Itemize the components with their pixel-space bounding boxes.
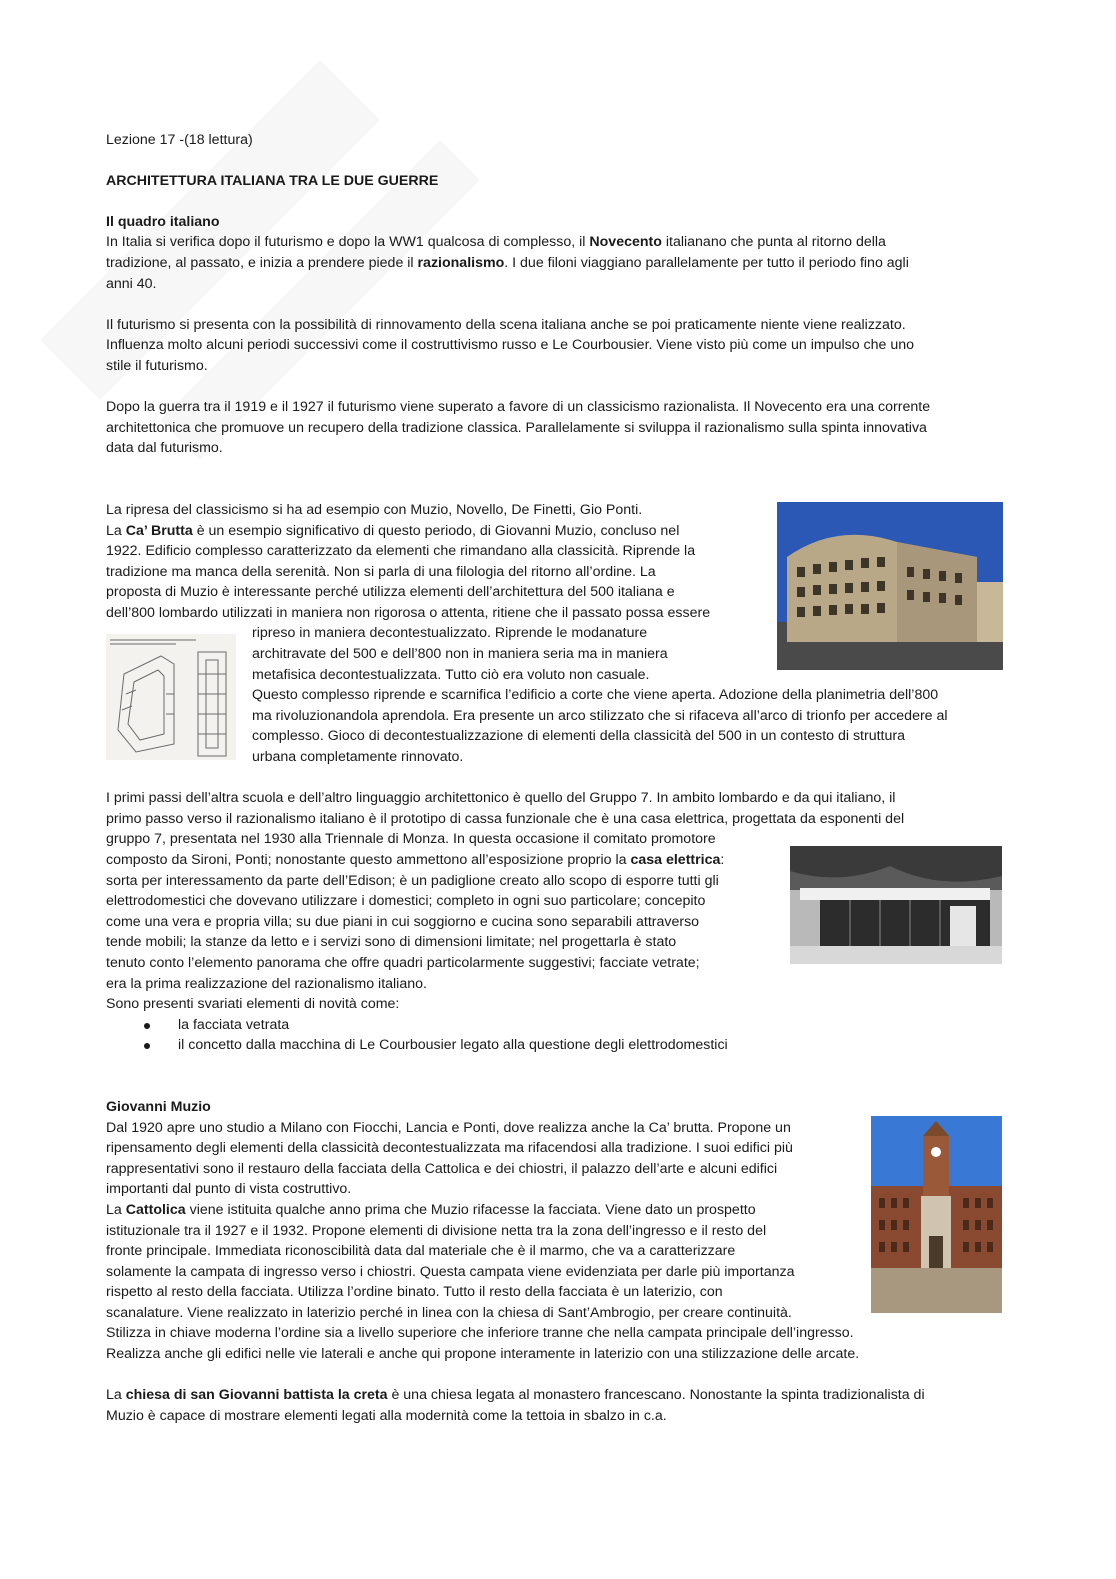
paragraph-line: Il futurismo si presenta con la possibilità di rinnovamento della scena italiana anche se poi praticamente niente viene realizzato. [106,316,906,333]
paragraph-line: gruppo 7, presentata nel 1930 alla Triennale di Monza. In questa occasione il comitato promotore [106,831,716,848]
lesson-header: Lezione 17 -(18 lettura) [106,132,253,148]
paragraph-line: In Italia si verifica dopo il futurismo e dopo la WW1 qualcosa di complesso, il Novecento italianano che punta al ritorno della [106,234,886,251]
paragraph-line: Questo complesso riprende e scarnifica l’edificio a corte che viene aperta. Adozione della planimetria dell’800 [252,687,939,704]
paragraph-line: importanti dal punto di vista costruttivo. [106,1181,352,1198]
floor-plan-drawing [106,634,236,760]
bullet-list [106,1015,1006,1056]
paragraph-line: anni 40. [106,275,157,292]
paragraph-line: I primi passi dell’altra scuola e dell’altro linguaggio architettonico è quello del Gruppo 7. In ambito lombardo e da qui italiano, il [106,790,896,807]
paragraph-line: La Ca’ Brutta è un esempio significativo di questo periodo, di Giovanni Muzio, concluso nel [106,522,680,539]
paragraph-line: tenuto conto l’elemento panorama che offre quadri particolarmente suggestivi; facciate vetrate; [106,954,700,971]
paragraph-line: era la prima realizzazione del razionalismo italiano. [106,975,427,992]
paragraph-line: rispetto al resto della facciata. Utilizza l’ordine binato. Tutto il resto della facciata è un laterizio, con [106,1284,723,1301]
document-title: ARCHITETTURA ITALIANA TRA LE DUE GUERRE [106,172,439,189]
paragraph-line: fronte principale. Immediata riconoscibilità data dal materiale che è il marmo, che va a caratterizzare [106,1243,736,1260]
section-heading-quadro: Il quadro italiano [106,213,220,230]
paragraph-line: elettrodomestici che dovevano utilizzare i domestici; completo in ogni suo particolare; concepito [106,893,706,910]
casa-elettrica-photo [790,846,1002,964]
paragraph-line: sorta per interessamento da parte dell’Edison; è un padiglione creato allo scopo di esporre tutti gli [106,872,719,889]
paragraph-line: tradizione, al passato, e inizia a prendere piede il razionalismo. I due filoni viaggiano parallelamente per tutto il periodo fino agli [106,254,909,271]
paragraph-line: metafisica decontestualizzata. Tutto ciò era voluto non casuale. [252,666,650,683]
paragraph-line: come una vera e propria villa; su due piani in cui soggiorno e cucina sono separabili attraverso [106,913,700,930]
paragraph-line: composto da Sironi, Ponti; nonostante questo ammettono all’esposizione proprio la casa elettrica: [106,852,725,868]
paragraph-line: istituzionale tra il 1927 e il 1932. Propone elementi di divisione netta tra la zona dell’ingresso e il resto del [106,1222,767,1239]
paragraph-line: Sono presenti svariati elementi di novità come: [106,996,400,1013]
paragraph-line: complesso. Gioco di decontestualizzazione di elementi della classicità del 500 in un contesto di struttura [252,728,905,745]
paragraph-line: data dal futurismo. [106,440,223,457]
cattolica-photo [871,1116,1002,1313]
paragraph-line: ma rivoluzionandola aprendola. Era presente un arco stilizzato che si rifaceva all’arco di trionfo per accedere al [252,707,948,724]
paragraph-line: Influenza molto alcuni periodi successivi come il costruttivismo russo e Le Courbousier. Viene visto più come un impulso che uno [106,337,915,354]
paragraph-line: La Cattolica viene istituita qualche anno prima che Muzio rifacesse la facciata. Viene dato un prospetto [106,1201,756,1218]
paragraph-line: La chiesa di san Giovanni battista la creta è una chiesa legata al monastero francescano. Nonostante la spinta tradizionalista di [106,1387,925,1404]
paragraph-line: tradizione ma manca della serenità. Non si parla di una filologia del ritorno all’ordine. La [106,563,656,580]
paragraph-line: scanalature. Viene realizzato in laterizio perché in linea con la chiesa di Sant’Ambrogio, per creare continuità. [106,1304,792,1321]
paragraph-line: Dopo la guerra tra il 1919 e il 1927 il futurismo viene superato a favore di un classicismo razionalista. Il Novecento era una corrente [106,399,931,416]
section-heading-muzio: Giovanni Muzio [106,1098,211,1115]
paragraph-line: solamente la campata di ingresso verso i chiostri. Questa campata viene evidenziata per darle più importanza [106,1263,795,1280]
paragraph-line: architravate del 500 e dell’800 non in maniera seria ma in maniera [252,646,668,663]
list-item: la facciata vetrata [106,1015,1006,1036]
ca-brutta-photo [777,502,1003,670]
paragraph-line: rappresentativi sono il restauro della facciata della Cattolica e dei chiostri, il palazzo dell’arte e alcuni edifici [106,1160,778,1177]
paragraph-line: Dal 1920 apre uno studio a Milano con Fiocchi, Lancia e Ponti, dove realizza anche la Ca’ brutta. Propone un [106,1119,791,1136]
paragraph-line: dell’800 lombardo utilizzati in maniera non rigorosa o attenta, ritiene che il passato possa essere [106,604,711,621]
paragraph-line: Stilizza in chiave moderna l’ordine sia a livello superiore che inferiore tranne che nella campata principale dell’ingresso. [106,1325,854,1342]
paragraph-line: primo passo verso il razionalismo italiano è il prototipo di cassa funzionale che è una casa elettrica, progettata da esponenti del [106,810,905,827]
paragraph-line: La ripresa del classicismo si ha ad esempio con Muzio, Novello, De Finetti, Gio Ponti. [106,501,643,518]
list-item: il concetto dalla macchina di Le Courbousier legato alla questione degli elettrodomestici [106,1035,1006,1056]
paragraph-line: proposta di Muzio è interessante perché utilizza elementi dell’architettura del 500 italiana e [106,584,675,601]
paragraph-line: ripensamento degli elementi della classicità decontestualizzata ma rifacendosi alla tradizione. I suoi edifici più [106,1140,793,1157]
paragraph-line: tende mobili; la stanze da letto e i servizi sono di dimensioni limitate; nel progettarla è stato [106,934,677,951]
paragraph-line: urbana completamente rinnovato. [252,749,464,766]
paragraph-line: Muzio è capace di mostrare elementi legati alla modernità come la tettoia in sbalzo in c.a. [106,1407,667,1424]
paragraph-line: ripreso in maniera decontestualizzato. Riprende le modanature [252,625,648,642]
paragraph-line: stile il futurismo. [106,357,208,374]
paragraph-line: Realizza anche gli edifici nelle vie laterali e anche qui propone interamente in laterizio con una stilizzazione delle arcate. [106,1346,860,1363]
paragraph-line: architettonica che promuove un recupero della tradizione classica. Parallelamente si sviluppa il razionalismo sulla spinta innovativa [106,419,927,436]
paragraph-line: 1922. Edificio complesso caratterizzato da elementi che rimandano alla classicità. Riprende la [106,543,696,560]
